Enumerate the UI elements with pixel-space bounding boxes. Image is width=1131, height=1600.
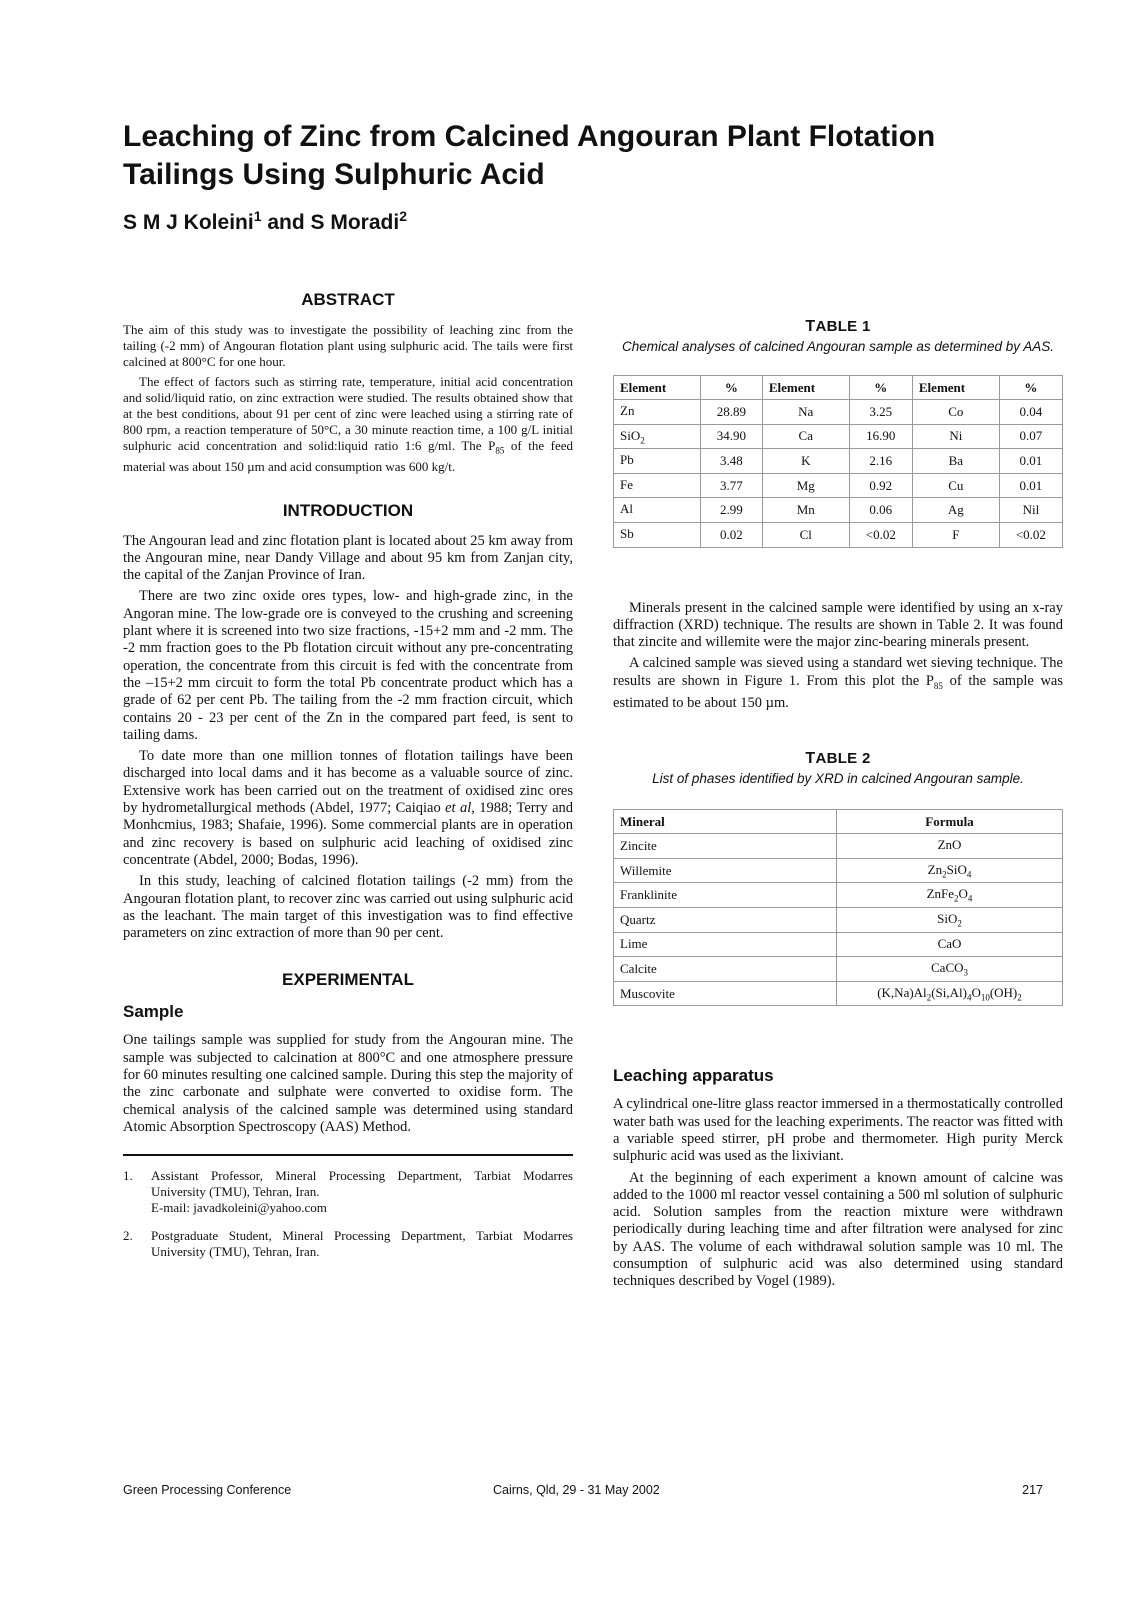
table-1-cell: <0.02 xyxy=(849,522,912,547)
table-row xyxy=(614,522,1063,547)
table-2-header-mineral: Mineral xyxy=(614,810,837,834)
abstract-p2-text-end: of the feed material was about 150 µm and acid consumption was 600 kg/t. xyxy=(123,438,573,474)
table-1-cell: 0.01 xyxy=(999,449,1062,474)
table-1-cell: Nil xyxy=(999,498,1062,523)
table-1-cell: 0.06 xyxy=(849,498,912,523)
mineral-formula xyxy=(837,858,1063,883)
table-1-cell: Cu xyxy=(912,473,999,498)
sample-paragraph: One tailings sample was supplied for study from the Angouran mine. The sample was subjected to calcination at 800°C and one atmosphere pressure for 60 minutes resulting one calcined sample. During this step the majority of the zinc carbonate and sulphate were converted to oxidise form. The chemical analysis of the calcined sample was determined using standard Atomic Absorption Spectroscopy (AAS) Method. xyxy=(123,1032,573,1135)
table-1-cell: 0.92 xyxy=(849,473,912,498)
table-1-label-rest: ABLE 1 xyxy=(815,318,871,335)
intro-p3-text: To date more than one million tonnes of flotation tailings have been discharged into local dams and it has become as a valuable source of zinc. Extensive work has been carried out on the treatment of oxidised zinc ores by hydrometallurgical methods (Abdel, 1977; Caiqiao xyxy=(123,748,573,817)
formula-subscript: 4 xyxy=(966,992,972,1003)
table-row xyxy=(614,834,1063,859)
formula-subscript: 2 xyxy=(1017,992,1022,1003)
formula-subscript: 10 xyxy=(980,992,990,1003)
table-1-cell xyxy=(614,424,701,449)
formula-subscript: 2 xyxy=(942,869,947,880)
formula-part: Zn xyxy=(927,861,943,877)
author-2-affiliation-mark: 2 xyxy=(399,208,407,224)
table-1-cell: Ba xyxy=(912,449,999,474)
abstract-p85-subscript: 85 xyxy=(495,445,505,456)
table-row xyxy=(614,473,1063,498)
table-1-cell: 0.04 xyxy=(999,400,1062,425)
sieving-paragraph xyxy=(613,655,1063,712)
element-symbol: Zn xyxy=(620,403,635,418)
table-row xyxy=(614,932,1063,957)
footnote-number: 2. xyxy=(123,1228,133,1244)
formula-subscript: 2 xyxy=(926,992,932,1003)
element-symbol: Sb xyxy=(620,525,634,541)
sieving-text-end: of the sample was estimated to be about 150 µm. xyxy=(613,672,1064,711)
author-conjunction: and xyxy=(261,211,311,234)
element-subscript: 2 xyxy=(640,435,645,446)
formula-part: CaO xyxy=(937,935,962,951)
table-1-cell: K xyxy=(762,449,849,474)
table-row xyxy=(614,858,1063,883)
table-2-label xyxy=(613,750,1063,768)
table-1-cell: 3.48 xyxy=(700,449,762,474)
table-1-cell xyxy=(614,522,701,547)
intro-paragraph-1: The Angouran lead and zinc flotation plant is located about 25 km away from the Angouran mine, near Dandy Village and about 95 km from Zanjan city, the capital of the Zanjan Province of Iran. xyxy=(123,532,573,584)
left-column xyxy=(123,290,573,1272)
mineral-name: Franklinite xyxy=(614,883,837,908)
formula-part: O xyxy=(971,984,981,1000)
element-symbol: Fe xyxy=(620,476,633,492)
mineral-name: Zincite xyxy=(614,834,837,859)
sample-heading: Sample xyxy=(123,1002,184,1022)
formula-part: (Si,Al) xyxy=(931,984,967,1000)
footer-conference: Green Processing Conference xyxy=(123,1483,292,1497)
formula-part: O xyxy=(958,886,968,902)
leaching-apparatus-heading: Leaching apparatus xyxy=(613,1066,774,1086)
author-1: S M J Koleini xyxy=(123,211,254,234)
formula-subscript: 2 xyxy=(957,918,962,929)
mineral-name: Quartz xyxy=(614,908,837,933)
author-2: S Moradi xyxy=(310,211,400,234)
xrd-paragraph: Minerals present in the calcined sample were identified by using an x-ray diffraction (XRD) technique. The results are shown in Table 2. It was found that zincite and willemite were the major zinc-bearing minerals present. xyxy=(613,599,1063,651)
leaching-paragraph-1: A cylindrical one-litre glass reactor immersed in a thermostatically controlled water bath was used for the leaching experiments. The reactor was fitted with a variable speed stirrer, pH probe and thermometer. High purity Merck sulphuric acid was used as the lixiviant. xyxy=(613,1096,1063,1165)
table-row xyxy=(614,981,1063,1006)
element-symbol: Pb xyxy=(620,452,634,468)
formula-subscript: 4 xyxy=(966,869,972,880)
element-symbol: Al xyxy=(620,501,633,517)
table-1-cell: Cl xyxy=(762,522,849,547)
formula-part: CaCO xyxy=(931,960,964,976)
footnote-text: Assistant Professor, Mineral Processing Department, Tarbiat Modarres University (TMU), Tehran, Iran. xyxy=(151,1168,573,1200)
table-1-cell: Co xyxy=(912,400,999,425)
table-1 xyxy=(613,375,1063,548)
table-row xyxy=(614,498,1063,523)
table-2-label-rest: ABLE 2 xyxy=(815,750,871,768)
table-1-cell: F xyxy=(912,522,999,547)
table-1-header-cell: % xyxy=(849,376,912,400)
mineral-formula xyxy=(837,957,1063,982)
table-1-header-cell: % xyxy=(700,376,762,400)
table-1-cell: 3.77 xyxy=(700,473,762,498)
formula-part: (K,Na)Al xyxy=(877,984,927,1000)
experimental-heading: EXPERIMENTAL xyxy=(282,970,414,990)
table-1-cell: 0.01 xyxy=(999,473,1062,498)
intro-p3-etal: et al xyxy=(445,800,472,817)
formula-subscript: 3 xyxy=(963,967,968,978)
sieving-p85-subscript: 85 xyxy=(933,680,943,691)
sieving-text: A calcined sample was sieved using a standard wet sieving technique. The results are shown in Figure 1. From this plot the P xyxy=(613,655,1063,689)
table-2 xyxy=(613,809,1063,1006)
author-line xyxy=(123,208,407,235)
table-1-cell: Ca xyxy=(762,424,849,449)
mineral-name: Willemite xyxy=(614,858,837,883)
abstract xyxy=(123,322,573,475)
abstract-paragraph-1: The aim of this study was to investigate the possibility of leaching zinc from the tailing (-2 mm) of Angouran flotation plant using sulphuric acid. The tails were first calcined at 800°C for one hour. xyxy=(123,322,573,369)
mineral-name: Lime xyxy=(614,932,837,957)
table-1-cell xyxy=(614,449,701,474)
table-1-cell: 0.02 xyxy=(700,522,762,547)
table-1-cell: Ni xyxy=(912,424,999,449)
table-1-header-cell: Element xyxy=(762,376,849,400)
footnote-divider xyxy=(123,1154,573,1156)
right-column xyxy=(613,318,1063,1291)
abstract-heading: ABSTRACT xyxy=(301,290,395,309)
footnote-2 xyxy=(123,1228,573,1260)
table-2-header-formula: Formula xyxy=(837,810,1063,834)
intro-paragraph-2: There are two zinc oxide ores types, low- and high-grade zinc, in the Angoran mine. The low-grade ore is conveyed to the crushing and screening plant where it is screened into two size fractions, -15+2 mm and -2 mm. The -2 mm fraction goes to the Pb flotation circuit without any pre-concentrating operation, the concentrate from this circuit is fed with the concentrate from the –15+2 mm circuit to form the total Pb concentrate product which has a grade of 62 per cent Pb. The tailing from the -2 mm fraction circuit, which contains 20 - 23 per cent of the Zn in the compared part feed, is sent to tailing dams. xyxy=(123,588,573,743)
table-1-cell: 28.89 xyxy=(700,400,762,425)
table-1-cell: 16.90 xyxy=(849,424,912,449)
abstract-p2-text: The effect of factors such as stirring rate, temperature, initial acid concentration and solid/liquid ratio, on zinc extraction were studied. The results obtained show that at the best conditions, about 91 per cent of zinc were leached using a stirring rate of 800 rpm, a reaction temperature of 50°C, a 30 minute reaction time, a 100 g/L initial sulphuric acid concentration and solid:liquid ratio 1:6 g/ml. The P xyxy=(123,374,573,453)
table-1-header-cell: % xyxy=(999,376,1062,400)
author-1-affiliation-mark: 1 xyxy=(253,208,262,224)
table-1-cell: 3.25 xyxy=(849,400,912,425)
table-1-header-cell: Element xyxy=(912,376,999,400)
table-1-label-initial: T xyxy=(805,318,816,335)
table-1-cell xyxy=(614,498,701,523)
intro-paragraph-4: In this study, leaching of calcined flotation tailings (-2 mm) from the Angouran flotation plant, to recover zinc was carried out using sulphuric acid as the leachant. The main target of this investigation was to find effective parameters on zinc extraction of more than 90 per cent. xyxy=(123,873,573,942)
formula-part: (OH) xyxy=(989,984,1018,1000)
footer-location-date: Cairns, Qld, 29 - 31 May 2002 xyxy=(493,1483,660,1497)
intro-p3-text-end: , 1988; Terry and Monhcmius, 1983; Shafaie, 1996). Some commercial plants are in operation and zinc recovery is based on sulphuric acid leaching of oxidised zinc concentrate (Abdel, 2000; Bodas, 1996). xyxy=(123,800,574,868)
intro-paragraph-3 xyxy=(123,748,573,869)
mineral-name: Calcite xyxy=(614,957,837,982)
table-1-cell: 34.90 xyxy=(700,424,762,449)
footnote-text: Postgraduate Student, Mineral Processing Department, Tarbiat Modarres University (TMU), Tehran, Iran. xyxy=(151,1228,573,1260)
mineral-formula xyxy=(837,932,1063,957)
table-1-cell: Mn xyxy=(762,498,849,523)
table-2-header-row xyxy=(614,810,1063,834)
formula-part: SiO xyxy=(946,861,967,877)
element-symbol: SiO xyxy=(620,427,641,443)
table-1-header-cell: Element xyxy=(614,376,701,400)
table-1-cell xyxy=(614,473,701,498)
table-2-label-initial: T xyxy=(805,750,816,768)
leaching-paragraph-2: At the beginning of each experiment a known amount of calcine was added to the 1000 ml reactor vessel containing a 500 ml solution of sulphuric acid. Solution samples from the reaction mixture were withdrawn periodically during leaching time and after filtration were analysed for zinc by AAS. The volume of each withdrawal solution sample was 10 ml. The consumption of sulphuric acid was also determined using standard techniques described by Vogel (1989). xyxy=(613,1169,1063,1290)
table-1-cell: 2.16 xyxy=(849,449,912,474)
mineral-formula xyxy=(837,883,1063,908)
formula-subscript: 2 xyxy=(954,894,959,905)
table-1-cell: 2.99 xyxy=(700,498,762,523)
mineral-formula xyxy=(837,908,1063,933)
table-1-cell: <0.02 xyxy=(999,522,1062,547)
introduction-heading: INTRODUCTION xyxy=(282,500,414,520)
table-1-cell: Na xyxy=(762,400,849,425)
paper-title: Leaching of Zinc from Calcined Angouran Plant Flotation Tailings Using Sulphuric Acid xyxy=(123,120,936,191)
table-row xyxy=(614,883,1063,908)
mineral-formula xyxy=(837,981,1063,1006)
footnote-email: E-mail: javadkoleini@yahoo.com xyxy=(151,1200,327,1216)
table-row xyxy=(614,449,1063,474)
formula-part: SiO xyxy=(937,911,958,927)
table-2-caption: List of phases identified by XRD in calcined Angouran sample. xyxy=(652,771,1024,787)
table-1-label xyxy=(613,318,1063,336)
mineral-name: Muscovite xyxy=(614,981,837,1006)
abstract-paragraph-2 xyxy=(123,374,573,475)
footnote-1 xyxy=(123,1168,573,1216)
table-1-caption: Chemical analyses of calcined Angouran sample as determined by AAS. xyxy=(622,339,1054,354)
table-1-cell: Ag xyxy=(912,498,999,523)
table-1-header-row xyxy=(614,376,1063,400)
mineral-formula xyxy=(837,834,1063,859)
formula-part: ZnFe xyxy=(926,886,955,902)
table-row xyxy=(614,424,1063,449)
table-1-cell: 0.07 xyxy=(999,424,1062,449)
table-row xyxy=(614,957,1063,982)
table-1-cell: Mg xyxy=(762,473,849,498)
formula-subscript: 4 xyxy=(967,894,973,905)
footnote-number: 1. xyxy=(123,1168,133,1184)
formula-part: ZnO xyxy=(937,837,962,853)
page-number: 217 xyxy=(1022,1483,1043,1497)
table-row xyxy=(614,908,1063,933)
table-1-cell xyxy=(614,400,701,425)
table-row xyxy=(614,400,1063,425)
